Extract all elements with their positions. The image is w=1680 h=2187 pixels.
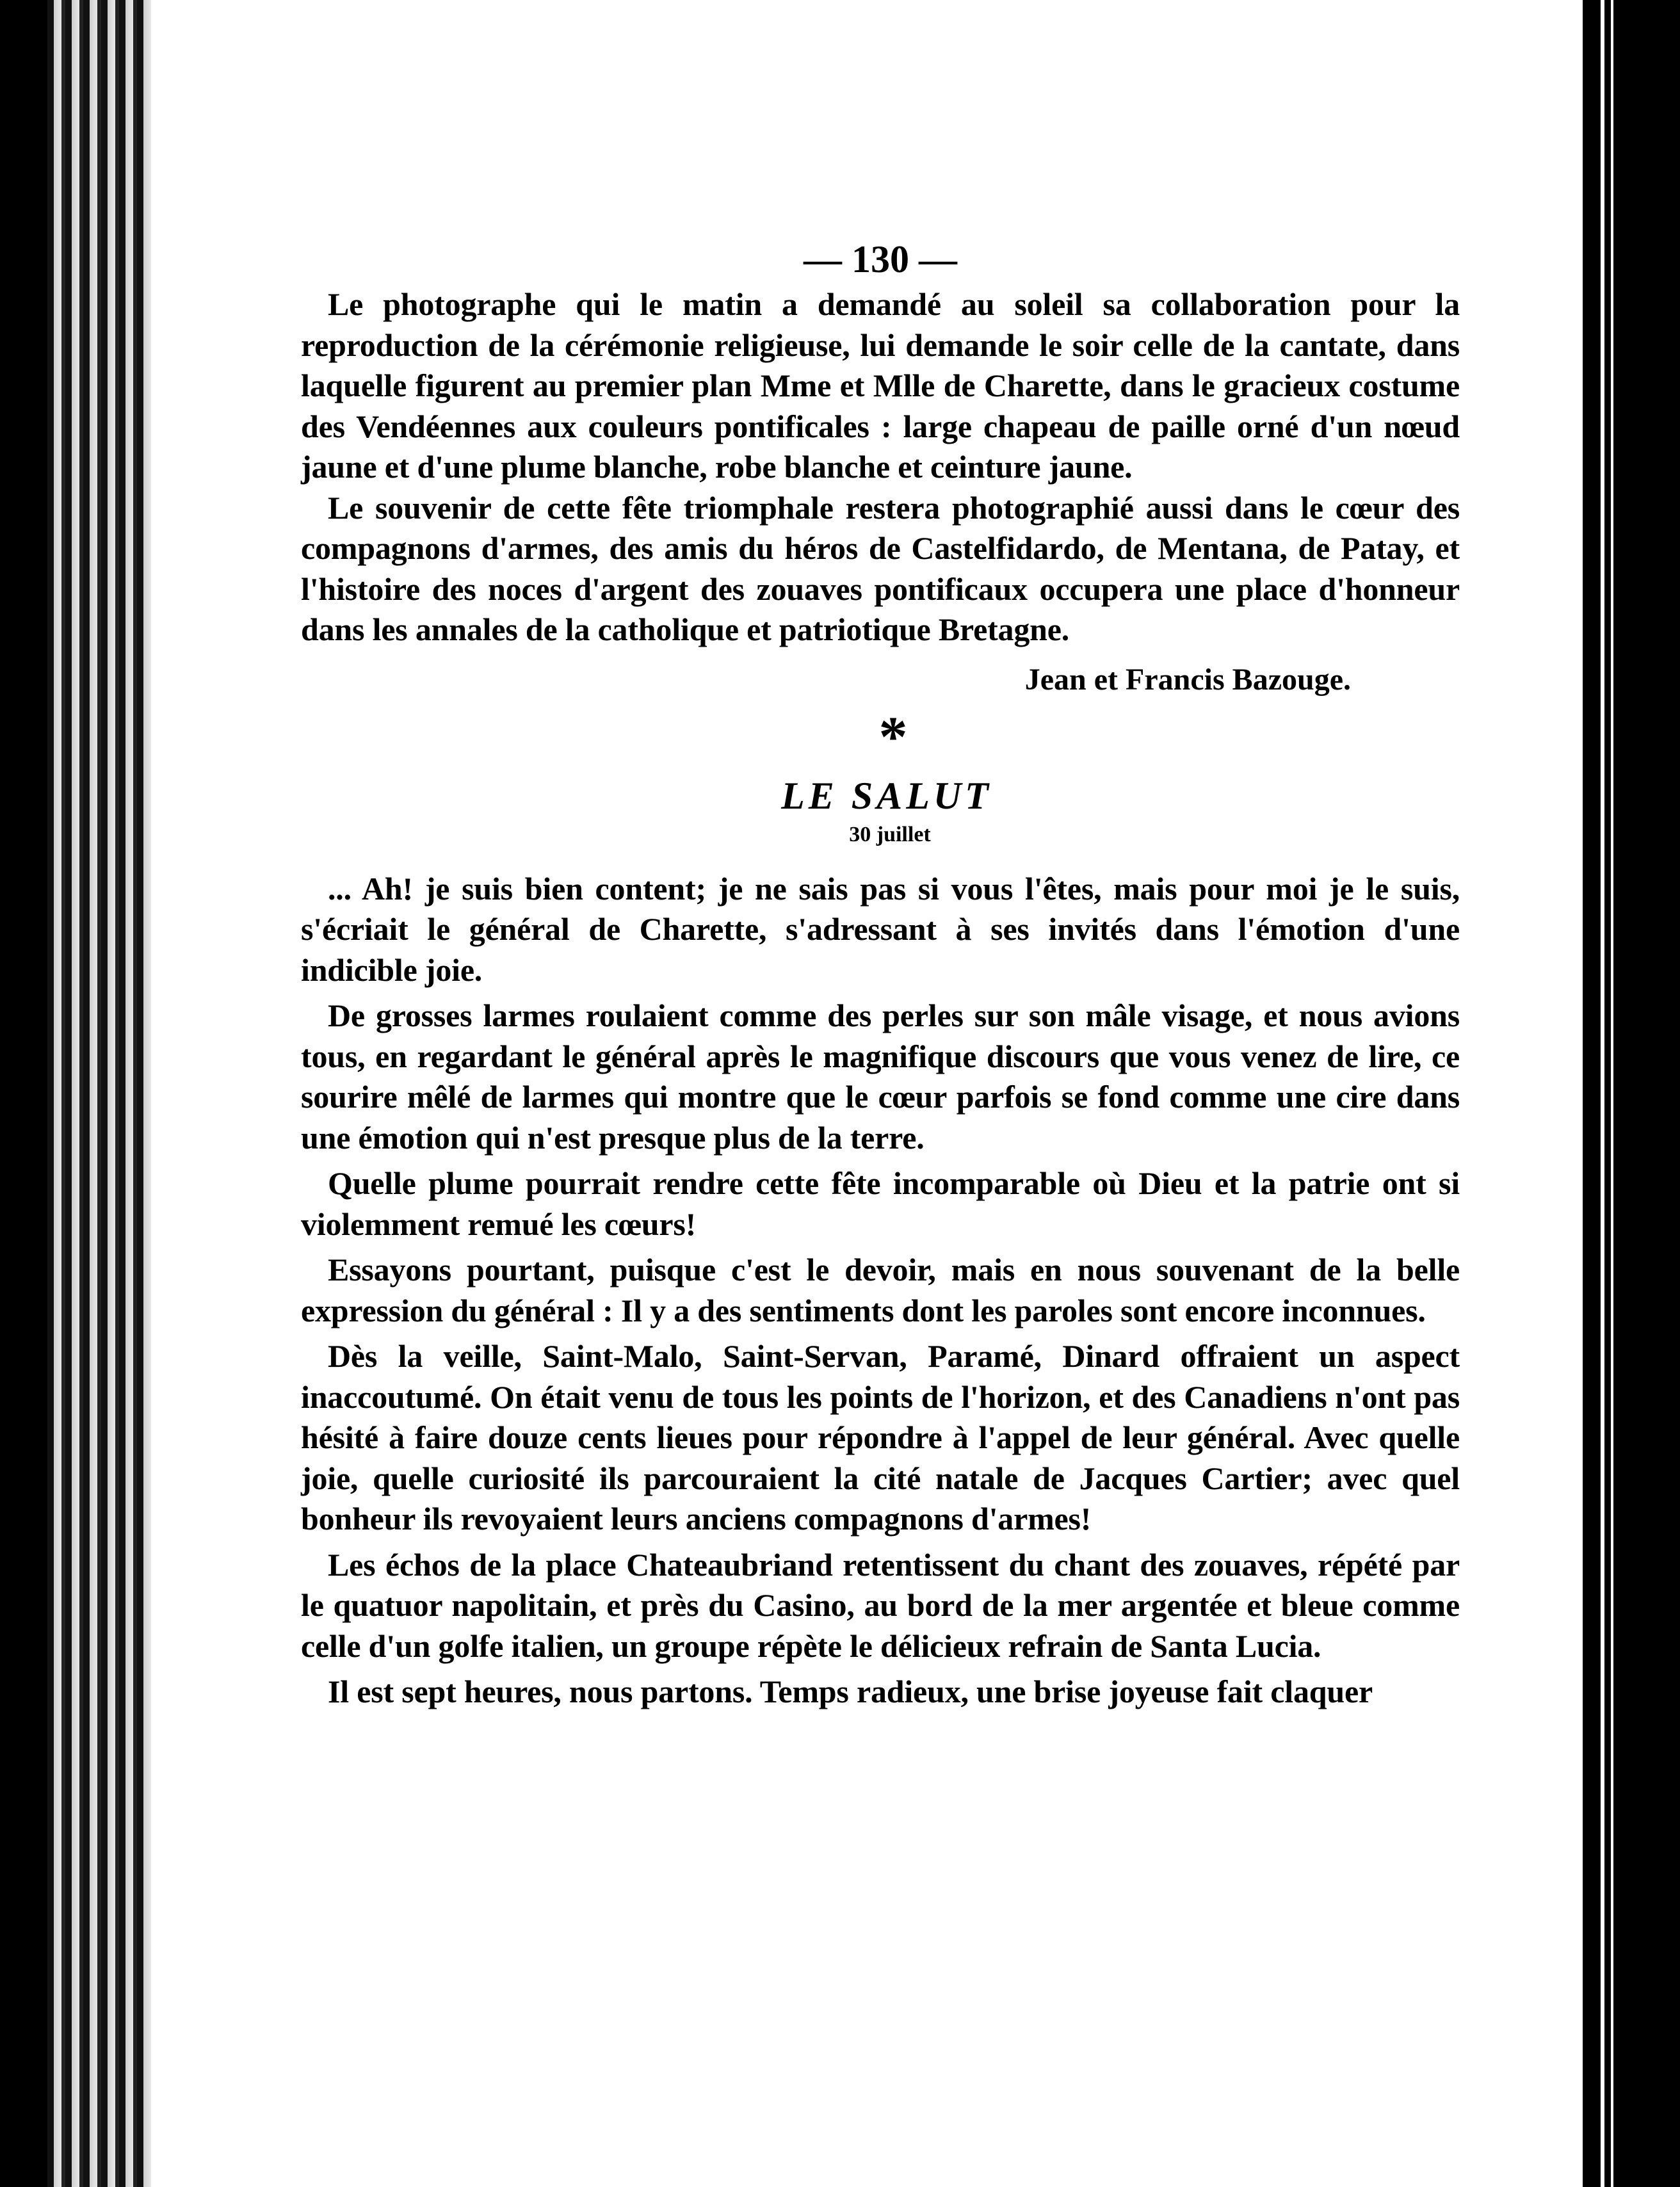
- paragraph: Essayons pourtant, puisque c'est le devoir, mais en nous souvenant de la belle expression du général : Il y a des sentiments dont les paroles sont encore inconnues.: [301, 1252, 1460, 1328]
- paragraph: Le souvenir de cette fête triomphale restera photographié aussi dans le cœur des compagnons d'armes, des amis du héros de Castelfidardo, de Mentana, de Patay, et l'histoire des noces d'argent des zouaves pontificaux occupera une place d'honneur dans les annales de la catholique et patriotique Bretagne.: [301, 489, 1460, 647]
- paragraph: Le photographe qui le matin a demandé au soleil sa collaboration pour la reproduction de la cérémonie religieuse, lui demande le soir celle de la cantate, dans laquelle figurent au premier plan Mme et Mlle de Charette, dans le gracieux costume des Vendéennes aux couleurs pontificales : large chapeau de paille orné d'un nœud jaune et d'une plume blanche, robe blanche et ceinture jaune.: [301, 286, 1460, 485]
- section-title: LE SALUT: [781, 774, 992, 817]
- book-page-edges: [47, 0, 151, 2187]
- paragraph: ... Ah! je suis bien content; je ne sais pas si vous l'êtes, mais pour moi je le suis, s'écriait le général de Charette, s'adressant à ses invités dans l'émotion d'une indicible joie.: [301, 870, 1460, 988]
- signature: Jean et Francis Bazouge.: [1024, 662, 1351, 697]
- right-page-edge: [1583, 0, 1680, 2187]
- paragraph: Les échos de la place Chateaubriand retentissent du chant des zouaves, répété par le quatuor napolitain, et près du Casino, au bord de la mer argentée et bleue comme celle d'un golfe italien, un groupe répète le délicieux refrain de Santa Lucia.: [301, 1546, 1460, 1664]
- paragraph: Il est sept heures, nous partons. Temps radieux, une brise joyeuse fait claquer: [328, 1674, 1373, 1709]
- paragraph: Dès la veille, Saint-Malo, Saint-Servan, Paramé, Dinard offraient un aspect inaccoutumé. On était venu de tous les points de l'horizon, et des Canadiens n'ont pas hésité à faire douze cents lieues pour répondre à l'appel de leur général. Avec quelle joie, quelle curiosité ils parcouraient la cité natale de Jacques Cartier; avec quel bonheur ils revoyaient leurs anciens compagnons d'armes!: [301, 1338, 1460, 1537]
- paragraph: Quelle plume pourrait rendre cette fête incomparable où Dieu et la patrie ont si violemment remué les cœurs!: [301, 1165, 1460, 1242]
- paragraph: De grosses larmes roulaient comme des perles sur son mâle visage, et nous avions tous, en regardant le général après le magnifique discours que vous venez de lire, ce sourire mêlé de larmes qui montre que le cœur parfois se fond comme une cire dans une émotion qui n'est presque plus de la terre.: [301, 997, 1460, 1156]
- page-content: [301, 237, 1460, 1713]
- section-date: 30 juillet: [849, 822, 931, 846]
- section-separator: *: [878, 705, 908, 769]
- page-number: — 130 —: [804, 238, 957, 280]
